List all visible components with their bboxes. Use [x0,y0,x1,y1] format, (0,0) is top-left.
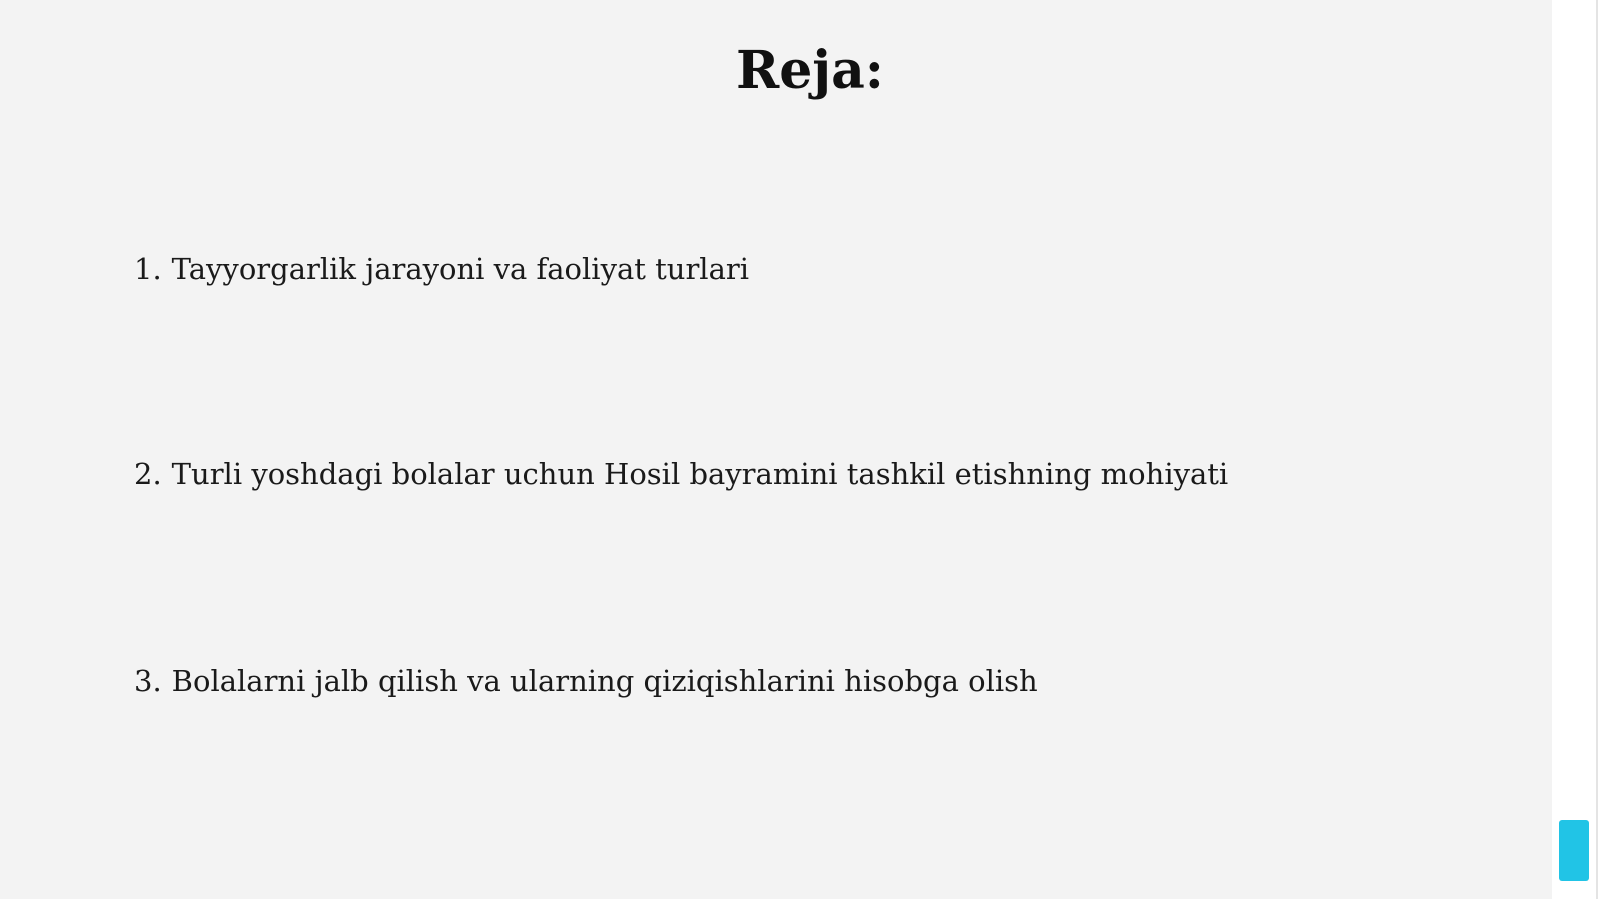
accent-tab[interactable] [1559,820,1589,881]
plan-item-text: Turli yoshdagi bolalar uchun Hosil bayramini tashkil etishning mohiyati [171,457,1229,491]
plan-item-text: Bolalarni jalb qilish va ularning qiziqishlarini hisobga olish [171,664,1038,698]
plan-item-1 [134,251,749,289]
plan-item-number: 2. [134,457,162,491]
plan-item-3 [134,663,1038,701]
page-edge-divider [1596,0,1598,899]
plan-item-number: 3. [134,664,162,698]
plan-item-text: Tayyorgarlik jarayoni va faoliyat turlari [171,252,750,286]
slide-title: Reja: [735,40,884,101]
plan-item-2 [134,456,1228,494]
plan-item-number: 1. [134,252,162,286]
